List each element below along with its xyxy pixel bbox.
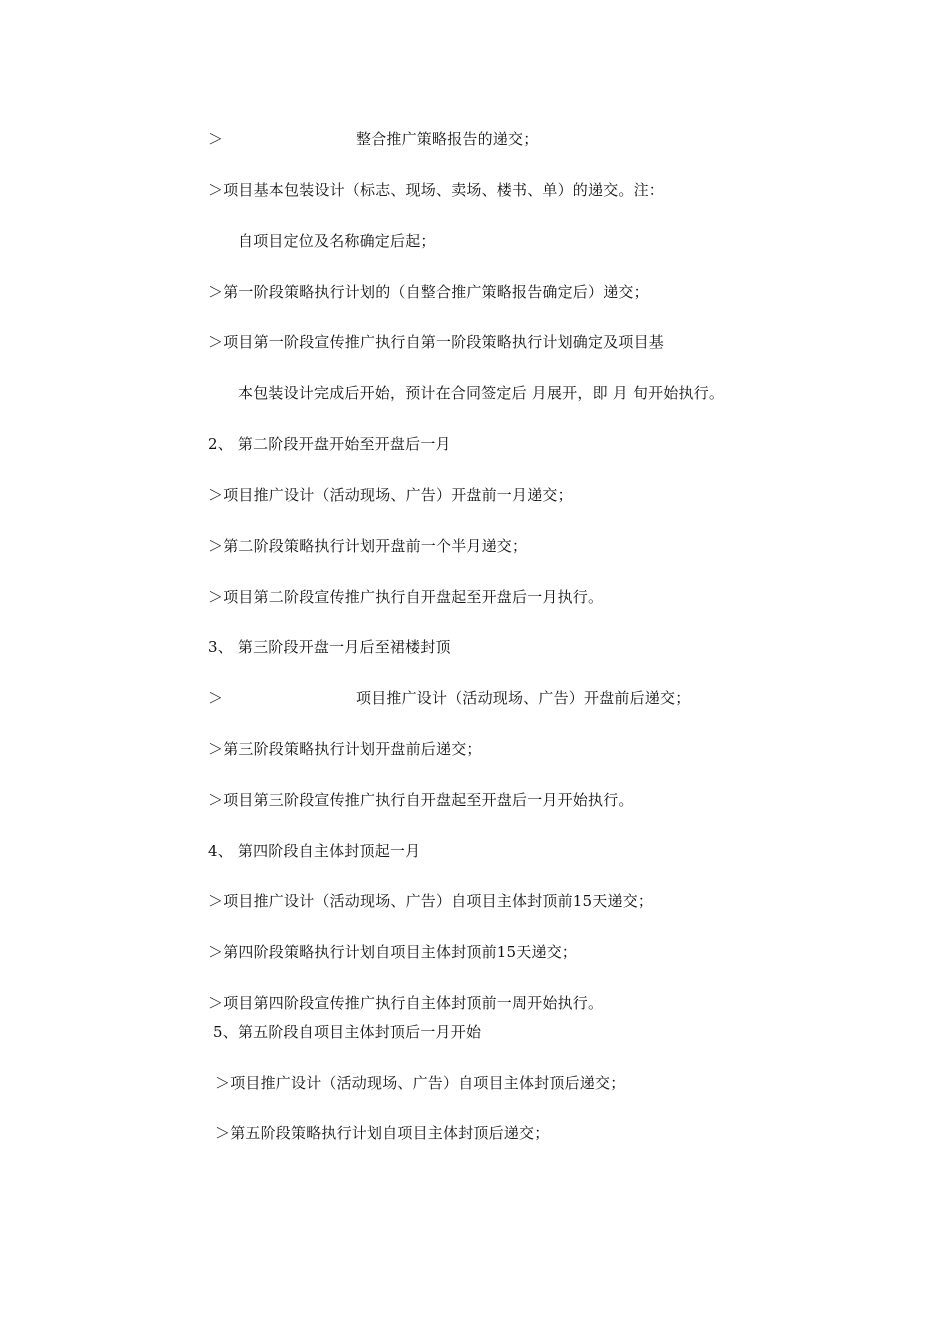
document-line: 本包装设计完成后开始，预计在合同签定后 月展开，即 月 旬开始执行。	[238, 384, 725, 402]
document-line: ＞项目第一阶段宣传推广执行自第一阶段策略执行计划确定及项目基	[208, 333, 665, 351]
document-line: ＞项目基本包装设计（标志、现场、卖场、楼书、单）的递交。注：	[208, 181, 665, 199]
section-heading: 2、 第二阶段开盘开始至开盘后一月	[208, 435, 451, 453]
section-heading: 5、第五阶段自项目主体封顶后一月开始	[213, 1023, 482, 1041]
bullet-marker: ＞	[208, 689, 224, 707]
document-line: ＞第四阶段策略执行计划自项目主体封顶前15天递交；	[208, 943, 578, 961]
document-line: ＞项目第二阶段宣传推广执行自开盘起至开盘后一月执行。	[208, 588, 604, 606]
document-line: ＞项目推广设计（活动现场、广告）自项目主体封顶后递交；	[215, 1074, 626, 1092]
document-line: ＞项目第三阶段宣传推广执行自开盘起至开盘后一月开始执行。	[208, 791, 634, 809]
document-line: ＞项目第四阶段宣传推广执行自主体封顶前一周开始执行。	[208, 994, 604, 1012]
line-text: 整合推广策略报告的递交；	[356, 130, 539, 148]
document-line: 自项目定位及名称确定后起；	[238, 232, 436, 250]
section-heading: 4、 第四阶段自主体封顶起一月	[208, 842, 421, 860]
section-heading: 3、 第三阶段开盘一月后至裙楼封顶	[208, 638, 451, 656]
document-line	[208, 688, 691, 708]
document-line: ＞项目推广设计（活动现场、广告）自项目主体封顶前15天递交；	[208, 892, 654, 910]
document-line	[208, 129, 539, 149]
document-line: ＞第五阶段策略执行计划自项目主体封顶后递交；	[215, 1124, 550, 1142]
line-text: 项目推广设计（活动现场、广告）开盘前后递交；	[356, 689, 691, 707]
document-line: ＞项目推广设计（活动现场、广告）开盘前一月递交；	[208, 486, 573, 504]
document-line: ＞第二阶段策略执行计划开盘前一个半月递交；	[208, 537, 528, 555]
bullet-marker: ＞	[208, 130, 224, 148]
document-line: ＞第三阶段策略执行计划开盘前后递交；	[208, 740, 482, 758]
document-line: ＞第一阶段策略执行计划的（自整合推广策略报告确定后）递交；	[208, 283, 649, 301]
